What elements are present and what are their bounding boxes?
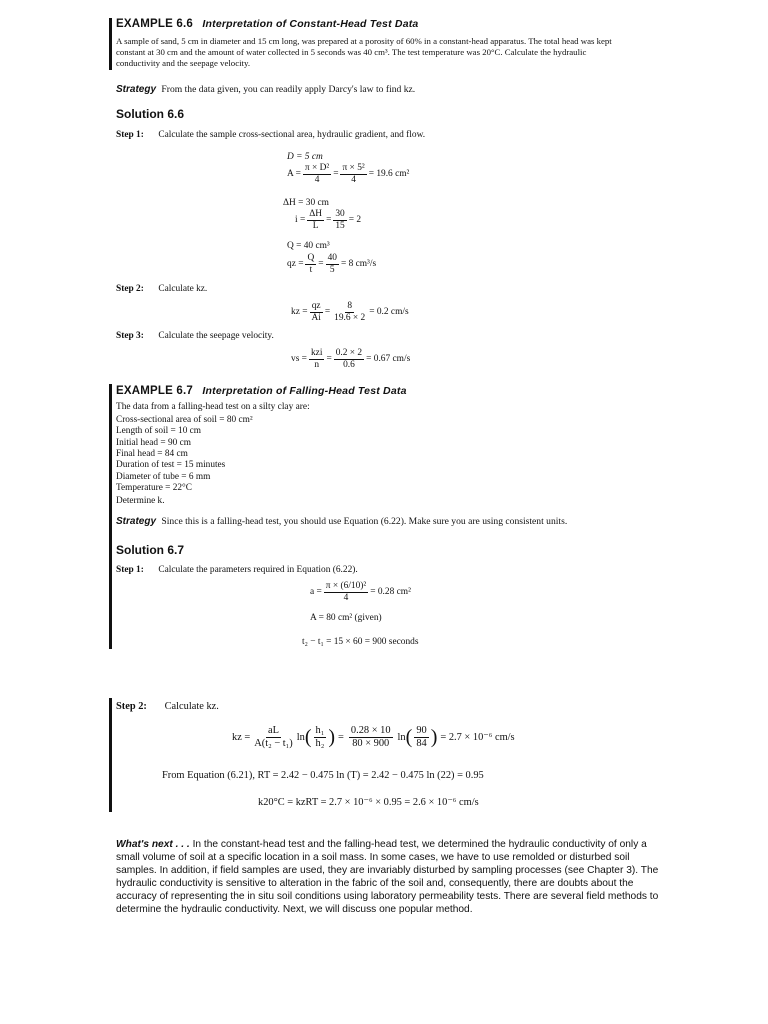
- ex66-title: Interpretation of Constant-Head Test Data: [202, 18, 419, 30]
- ex66-problem: A sample of sand, 5 cm in diameter and 15 cm long, was prepared at a porosity of 60% in a constant-head apparatus. The total head was kept constant at 30 cm and the amount of water collected in 5 seconds was 40 cm³. The test temperature was 20°C. Calculate the hydraulic conductivity and the seepage velocity.: [116, 36, 612, 68]
- ex67-eq-k-lparen2: (: [405, 726, 413, 749]
- ex66-strategy: [116, 84, 415, 97]
- ex67-eq-k-frac1-num: aL: [268, 725, 279, 736]
- ex66-step2: [116, 283, 207, 295]
- ex66-eq-i: [295, 209, 361, 232]
- ex66-step3-label: Step 3:: [116, 331, 144, 341]
- ex66-step2-text: Calculate kz.: [158, 284, 208, 294]
- ex66-eq-qz-frac1: [305, 253, 316, 276]
- ex67-eq-a-frac: [324, 581, 368, 604]
- ex67-eq-k-frac1-den: A(t₂ − t₁): [254, 737, 293, 749]
- ex66-eq-kz-frac2-num: 8: [347, 301, 353, 311]
- ex67-eq-k-frac2-num: 0.28 × 10: [350, 725, 391, 736]
- ex66-eq-vs: [291, 348, 410, 371]
- ex66-eq-A-frac1-den: 4: [314, 174, 320, 185]
- ex66-eq-A-frac2-num: π × 5²: [342, 163, 365, 173]
- ex67-eq-a-lhs: a =: [310, 587, 322, 598]
- ex67-eq-k-ln2: ln: [397, 731, 406, 743]
- ex67-eq-k-lhs: kz =: [232, 731, 251, 743]
- ex66-eq-qz-frac2-num: 40: [327, 253, 337, 263]
- ex66-eq-A: [287, 163, 409, 186]
- ex66-eq-A-lhs: A =: [287, 169, 301, 180]
- ex66-eq-vs-frac1-num: kzi: [310, 348, 323, 358]
- ex66-eq-qz-lhs: qz =: [287, 259, 304, 270]
- ex66-step3-text: Calculate the seepage velocity.: [158, 331, 274, 341]
- ex67-title: Interpretation of Falling-Head Test Data: [202, 385, 407, 397]
- ex66-eq-qz-frac1-den: t: [309, 264, 313, 275]
- ex67-step2-side-rule: [109, 698, 112, 812]
- ex67-eq-a: [310, 581, 411, 604]
- ex66-eq-A-result: = 19.6 cm²: [368, 169, 410, 180]
- ex67-eq-t: t₂ − t₁ = 15 × 60 = 900 seconds: [302, 637, 419, 647]
- ex66-eq-kz-frac1-den: Ai: [311, 312, 321, 323]
- ex66-solution-heading: Solution 6.6: [116, 107, 185, 121]
- ex67-eq-k: [232, 725, 515, 750]
- ex67-eq-k-result: = 2.7 × 10⁻⁶ cm/s: [440, 731, 515, 743]
- ex67-step2-label: Step 2:: [116, 701, 147, 712]
- ex67-strategy-text: Since this is a falling-head test, you should use Equation (6.22). Make sure you are using consistent units.: [161, 516, 568, 527]
- ex66-eq-A-frac2-den: 4: [351, 174, 356, 185]
- ex67-eq-k-h-frac: [314, 725, 327, 750]
- ex66-eq-A-frac1-num: π × D²: [304, 163, 330, 173]
- ex66-eq-kz-frac2: [332, 301, 367, 324]
- ex66-eq-A-frac1: [303, 163, 331, 186]
- ex66-eq-vs-frac1-den: n: [314, 359, 320, 370]
- whats-next-paragraph: [116, 838, 662, 916]
- ex66-eq-i-frac2: [333, 209, 346, 232]
- whats-next-text: In the constant-head test and the falling-head test, we determined the hydraulic conductivity of only a small volume of soil at a specific location in a soil mass. In some cases, we have to use remolded or disturbed soil samples. In addition, if field samples are used, they are invariably disturbed by sampling processes (see Chapter 3). The hydraulic conductivity is sensitive to alteration in the fabric of the soil and, consequently, there are doubts about the accuracy of representing the in situ soil conditions using laboratory permeability tests. There are several field methods to determine the hydraulic conductivity. Next, we will discuss one popular method.: [116, 839, 659, 916]
- ex66-step2-label: Step 2:: [116, 284, 144, 294]
- ex67-eq-k-84: 84: [416, 737, 427, 749]
- ex66-eq-kz-result: = 0.2 cm/s: [369, 307, 409, 318]
- ex67-eq-A: A = 80 cm² (given): [310, 613, 382, 623]
- ex67-data-line: Determine k.: [116, 496, 165, 507]
- ex66-eq-D: D = 5 cm: [287, 152, 323, 162]
- ex66-eq-A-equals: =: [333, 169, 339, 180]
- ex66-eq-kz-frac2-den: 19.6 × 2: [334, 312, 366, 323]
- ex66-heading: [116, 17, 418, 32]
- ex67-intro: The data from a falling-head test on a silty clay are:: [116, 402, 310, 412]
- ex67-data-list: [116, 415, 253, 508]
- ex67-eq-k-frac1: [252, 725, 295, 750]
- ex66-step1-label: Step 1:: [116, 130, 144, 140]
- ex66-eq-qz: [287, 253, 376, 276]
- ex66-eq-kz-frac1: [309, 301, 322, 324]
- ex67-step1-label: Step 1:: [116, 565, 144, 575]
- ex67-eq-k-h2: h₂: [315, 737, 325, 749]
- ex67-eq-k20: k20°C = kzRT = 2.7 × 10⁻⁶ × 0.95 = 2.6 × 10⁻⁶ cm/s: [258, 797, 479, 808]
- ex66-eq-i-frac2-den: 15: [335, 220, 345, 231]
- ex66-strategy-label: Strategy: [116, 84, 157, 95]
- ex66-eq-i-equals: =: [326, 215, 332, 226]
- ex66-strategy-text: From the data given, you can readily apply Darcy's law to find kz.: [161, 84, 416, 95]
- ex67-eq-k-rparen2: ): [430, 726, 438, 749]
- ex67-eq-a-frac-den: 4: [343, 592, 349, 603]
- ex67-data-line: Duration of test = 15 minutes: [116, 460, 226, 471]
- ex66-eq-A-frac2: [340, 163, 366, 186]
- ex66-eq-qz-frac2: [326, 253, 339, 276]
- ex67-step2: [116, 700, 219, 713]
- ex67-eq-k-90: 90: [416, 725, 427, 736]
- ex66-eq-kz-lhs: kz =: [291, 307, 308, 318]
- ex67-eq-k-lparen1: (: [304, 726, 312, 749]
- ex67-eq-k-frac2: [349, 725, 393, 750]
- ex66-eq-dH: ΔH = 30 cm: [283, 198, 329, 208]
- ex66-eq-kz-equals: =: [324, 307, 331, 318]
- ex66-side-rule: [109, 18, 112, 70]
- ex67-data-line: Final head = 84 cm: [116, 448, 188, 459]
- ex66-eq-vs-frac1: [309, 348, 324, 371]
- ex67-solution-heading: Solution 6.7: [116, 543, 185, 557]
- ex66-eq-i-frac1-den: L: [312, 220, 319, 231]
- ex66-eq-qz-equals: =: [318, 259, 324, 270]
- ex67-step2-text: Calculate kz.: [164, 701, 219, 712]
- ex67-side-rule: [109, 384, 112, 649]
- ex67-strategy-label: Strategy: [116, 516, 157, 527]
- ex67-eq-RT: From Equation (6.21), RT = 2.42 − 0.475 ln (T) = 2.42 − 0.475 ln (22) = 0.95: [162, 770, 484, 781]
- ex67-step1: [116, 564, 358, 576]
- ex67-eq-k-ln1: ln: [296, 731, 305, 743]
- ex67-data-line: Initial head = 90 cm: [116, 437, 191, 448]
- ex67-heading: [116, 384, 407, 399]
- whats-next-label: What's next . . .: [116, 839, 190, 850]
- ex66-eq-kz-frac1-num: qz: [311, 301, 321, 311]
- ex66-label: EXAMPLE 6.6: [116, 18, 193, 30]
- ex66-eq-vs-result: = 0.67 cm/s: [366, 354, 411, 365]
- ex66-eq-qz-frac1-num: Q: [307, 253, 315, 263]
- ex66-eq-kz: [291, 301, 409, 324]
- ex66-eq-i-lhs: i =: [295, 215, 306, 226]
- ex66-step3: [116, 330, 274, 342]
- ex66-eq-qz-frac2-den: 5: [329, 264, 335, 275]
- ex67-eq-k-head-frac: [414, 725, 428, 750]
- ex67-label: EXAMPLE 6.7: [116, 385, 193, 397]
- ex66-eq-vs-equals: =: [326, 354, 332, 365]
- ex66-eq-vs-frac2: [334, 348, 364, 371]
- ex66-eq-i-frac1-num: ΔH: [309, 209, 323, 219]
- ex66-eq-Q: Q = 40 cm³: [287, 241, 330, 251]
- ex67-eq-a-result: = 0.28 cm²: [370, 587, 411, 598]
- ex66-eq-i-frac2-num: 30: [335, 209, 345, 219]
- ex66-step1: [116, 129, 425, 141]
- ex67-eq-a-frac-num: π × (6/10)²: [325, 581, 367, 591]
- ex66-eq-i-result: = 2: [348, 215, 362, 226]
- ex67-eq-k-equals: =: [338, 731, 344, 743]
- ex66-eq-vs-lhs: vs =: [291, 354, 307, 365]
- ex67-data-line: Length of soil = 10 cm: [116, 426, 202, 437]
- ex67-eq-k-h1: h₁: [315, 725, 325, 736]
- ex67-eq-k-frac2-den: 80 × 900: [352, 737, 390, 749]
- ex67-data-line: Diameter of tube = 6 mm: [116, 471, 211, 482]
- ex66-eq-vs-frac2-num: 0.2 × 2: [335, 348, 363, 358]
- ex67-eq-k-rparen1: ): [328, 726, 336, 749]
- ex66-eq-vs-frac2-den: 0.6: [343, 359, 355, 370]
- ex66-eq-qz-result: = 8 cm³/s: [340, 259, 377, 270]
- ex66-step1-text: Calculate the sample cross-sectional area, hydraulic gradient, and flow.: [158, 130, 426, 140]
- ex67-strategy: [116, 516, 567, 529]
- ex67-data-line: Temperature = 22°C: [116, 482, 192, 493]
- ex67-data-line: Cross-sectional area of soil = 80 cm²: [116, 415, 253, 425]
- ex66-eq-i-frac1: [307, 209, 324, 232]
- ex67-step1-text: Calculate the parameters required in Equation (6.22).: [158, 565, 358, 575]
